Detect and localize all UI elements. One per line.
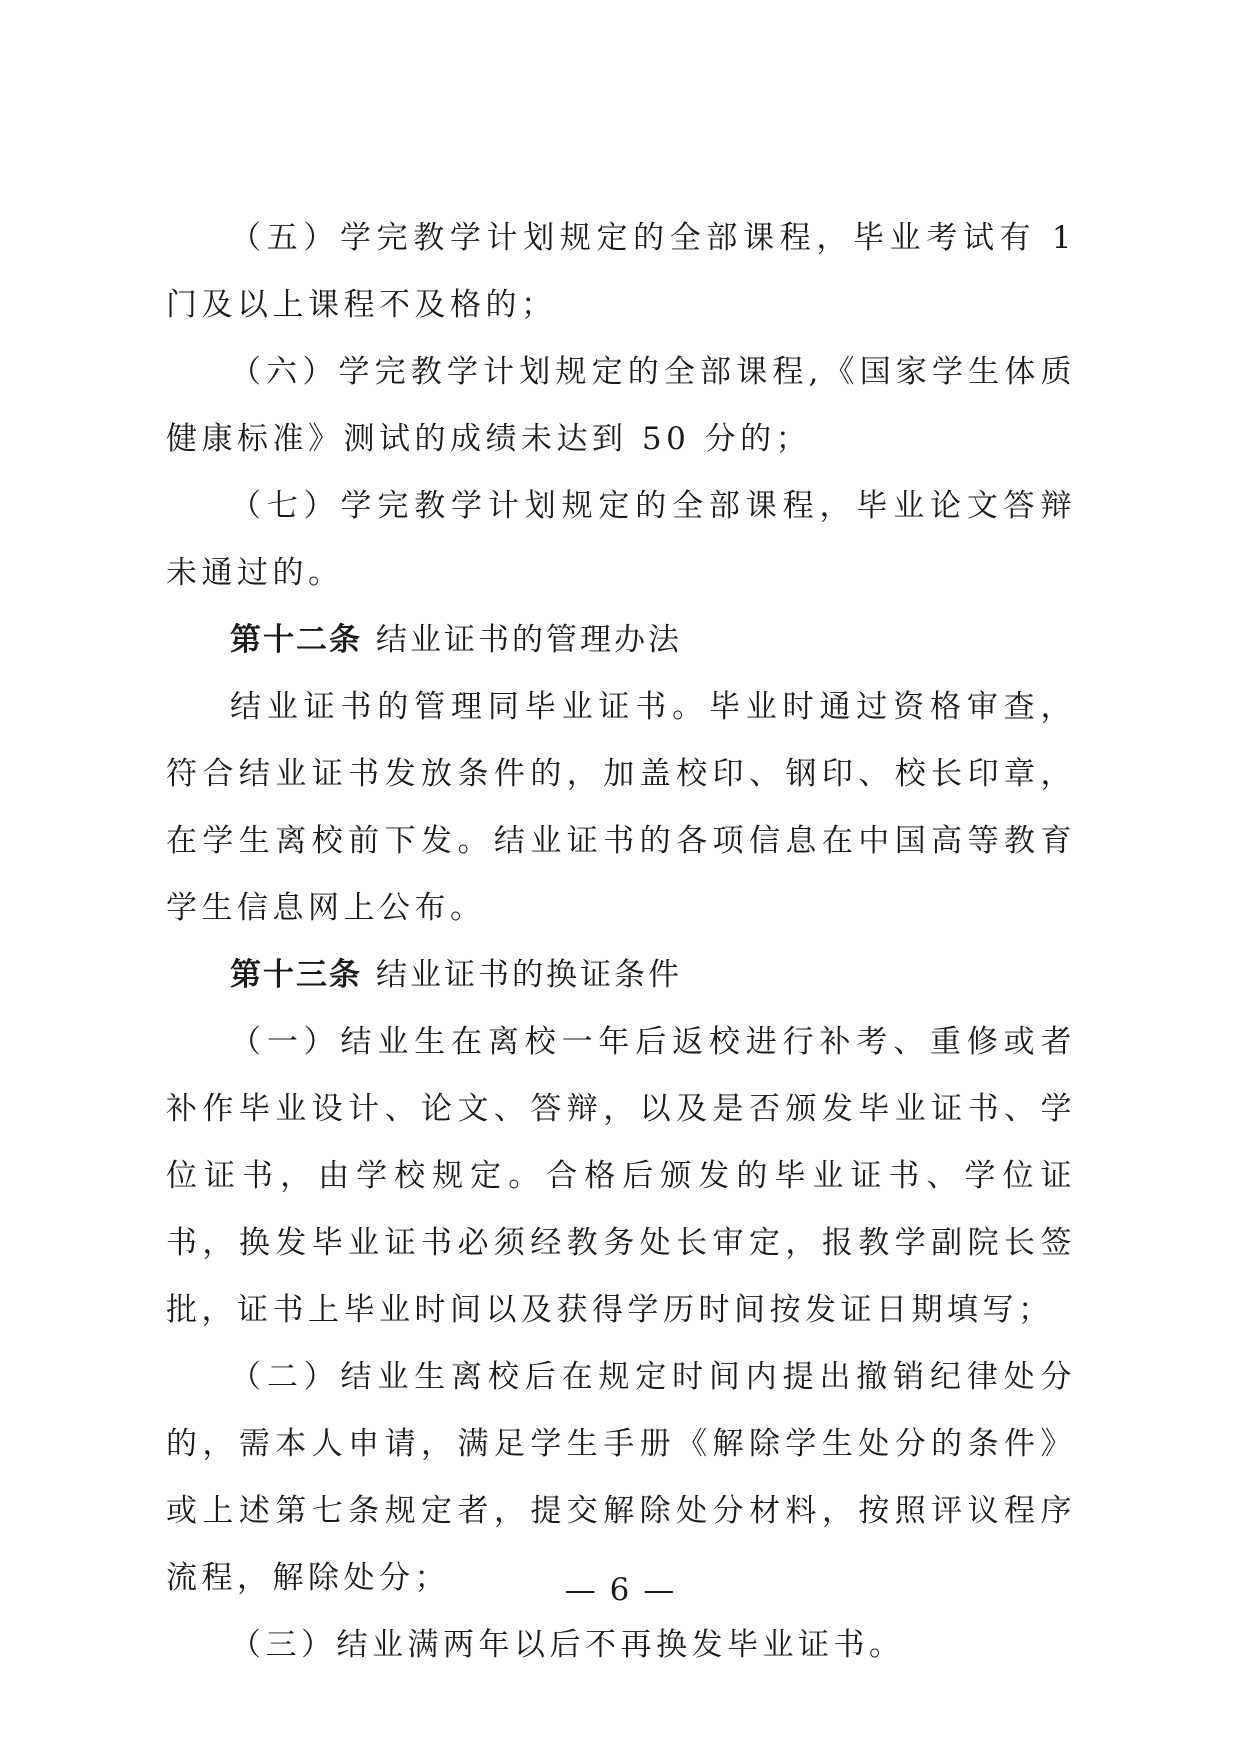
- article-12-label: 第十二条: [230, 622, 362, 658]
- article-13-title: 结业证书的换证条件: [376, 957, 682, 993]
- page-number: — 6 —: [564, 1572, 677, 1608]
- article-12-title: 结业证书的管理办法: [376, 622, 682, 658]
- paragraph-item-5: （五）学完教学计划规定的全部课程，毕业考试有 1 门及以上课程不及格的；: [166, 220, 1076, 323]
- article-13-item-1: （一）结业生在离校一年后返校进行补考、重修或者补作毕业设计、论文、答辩，以及是否颁发毕业证书、学位证书，由学校规定。合格后颁发的毕业证书、学位证书，换发毕业证书必须经教务处长审定，报教学副院长签批，证书上毕业时间以及获得学历时间按发证日期填写；: [166, 1024, 1076, 1328]
- document-body: [166, 205, 1076, 1679]
- paragraph-item-6: （六）学完教学计划规定的全部课程,《国家学生体质健康标准》测试的成绩未达到 50 分的；: [166, 354, 1076, 457]
- article-13-heading: [166, 942, 1076, 1009]
- article-12-heading: [166, 607, 1076, 674]
- paragraph-item-7: （七）学完教学计划规定的全部课程，毕业论文答辩未通过的。: [166, 488, 1076, 591]
- article-13-item-2: （二）结业生离校后在规定时间内提出撤销纪律处分的，需本人申请，满足学生手册《解除学生处分的条件》或上述第七条规定者，提交解除处分材料，按照评议程序流程，解除处分；: [166, 1359, 1076, 1596]
- article-13-item-3: （三）结业满两年以后不再换发毕业证书。: [230, 1627, 905, 1663]
- article-13-label: 第十三条: [230, 957, 362, 993]
- article-12-body: 结业证书的管理同毕业证书。毕业时通过资格审查，符合结业证书发放条件的，加盖校印、钢印、校长印章，在学生离校前下发。结业证书的各项信息在中国高等教育学生信息网上公布。: [166, 689, 1076, 926]
